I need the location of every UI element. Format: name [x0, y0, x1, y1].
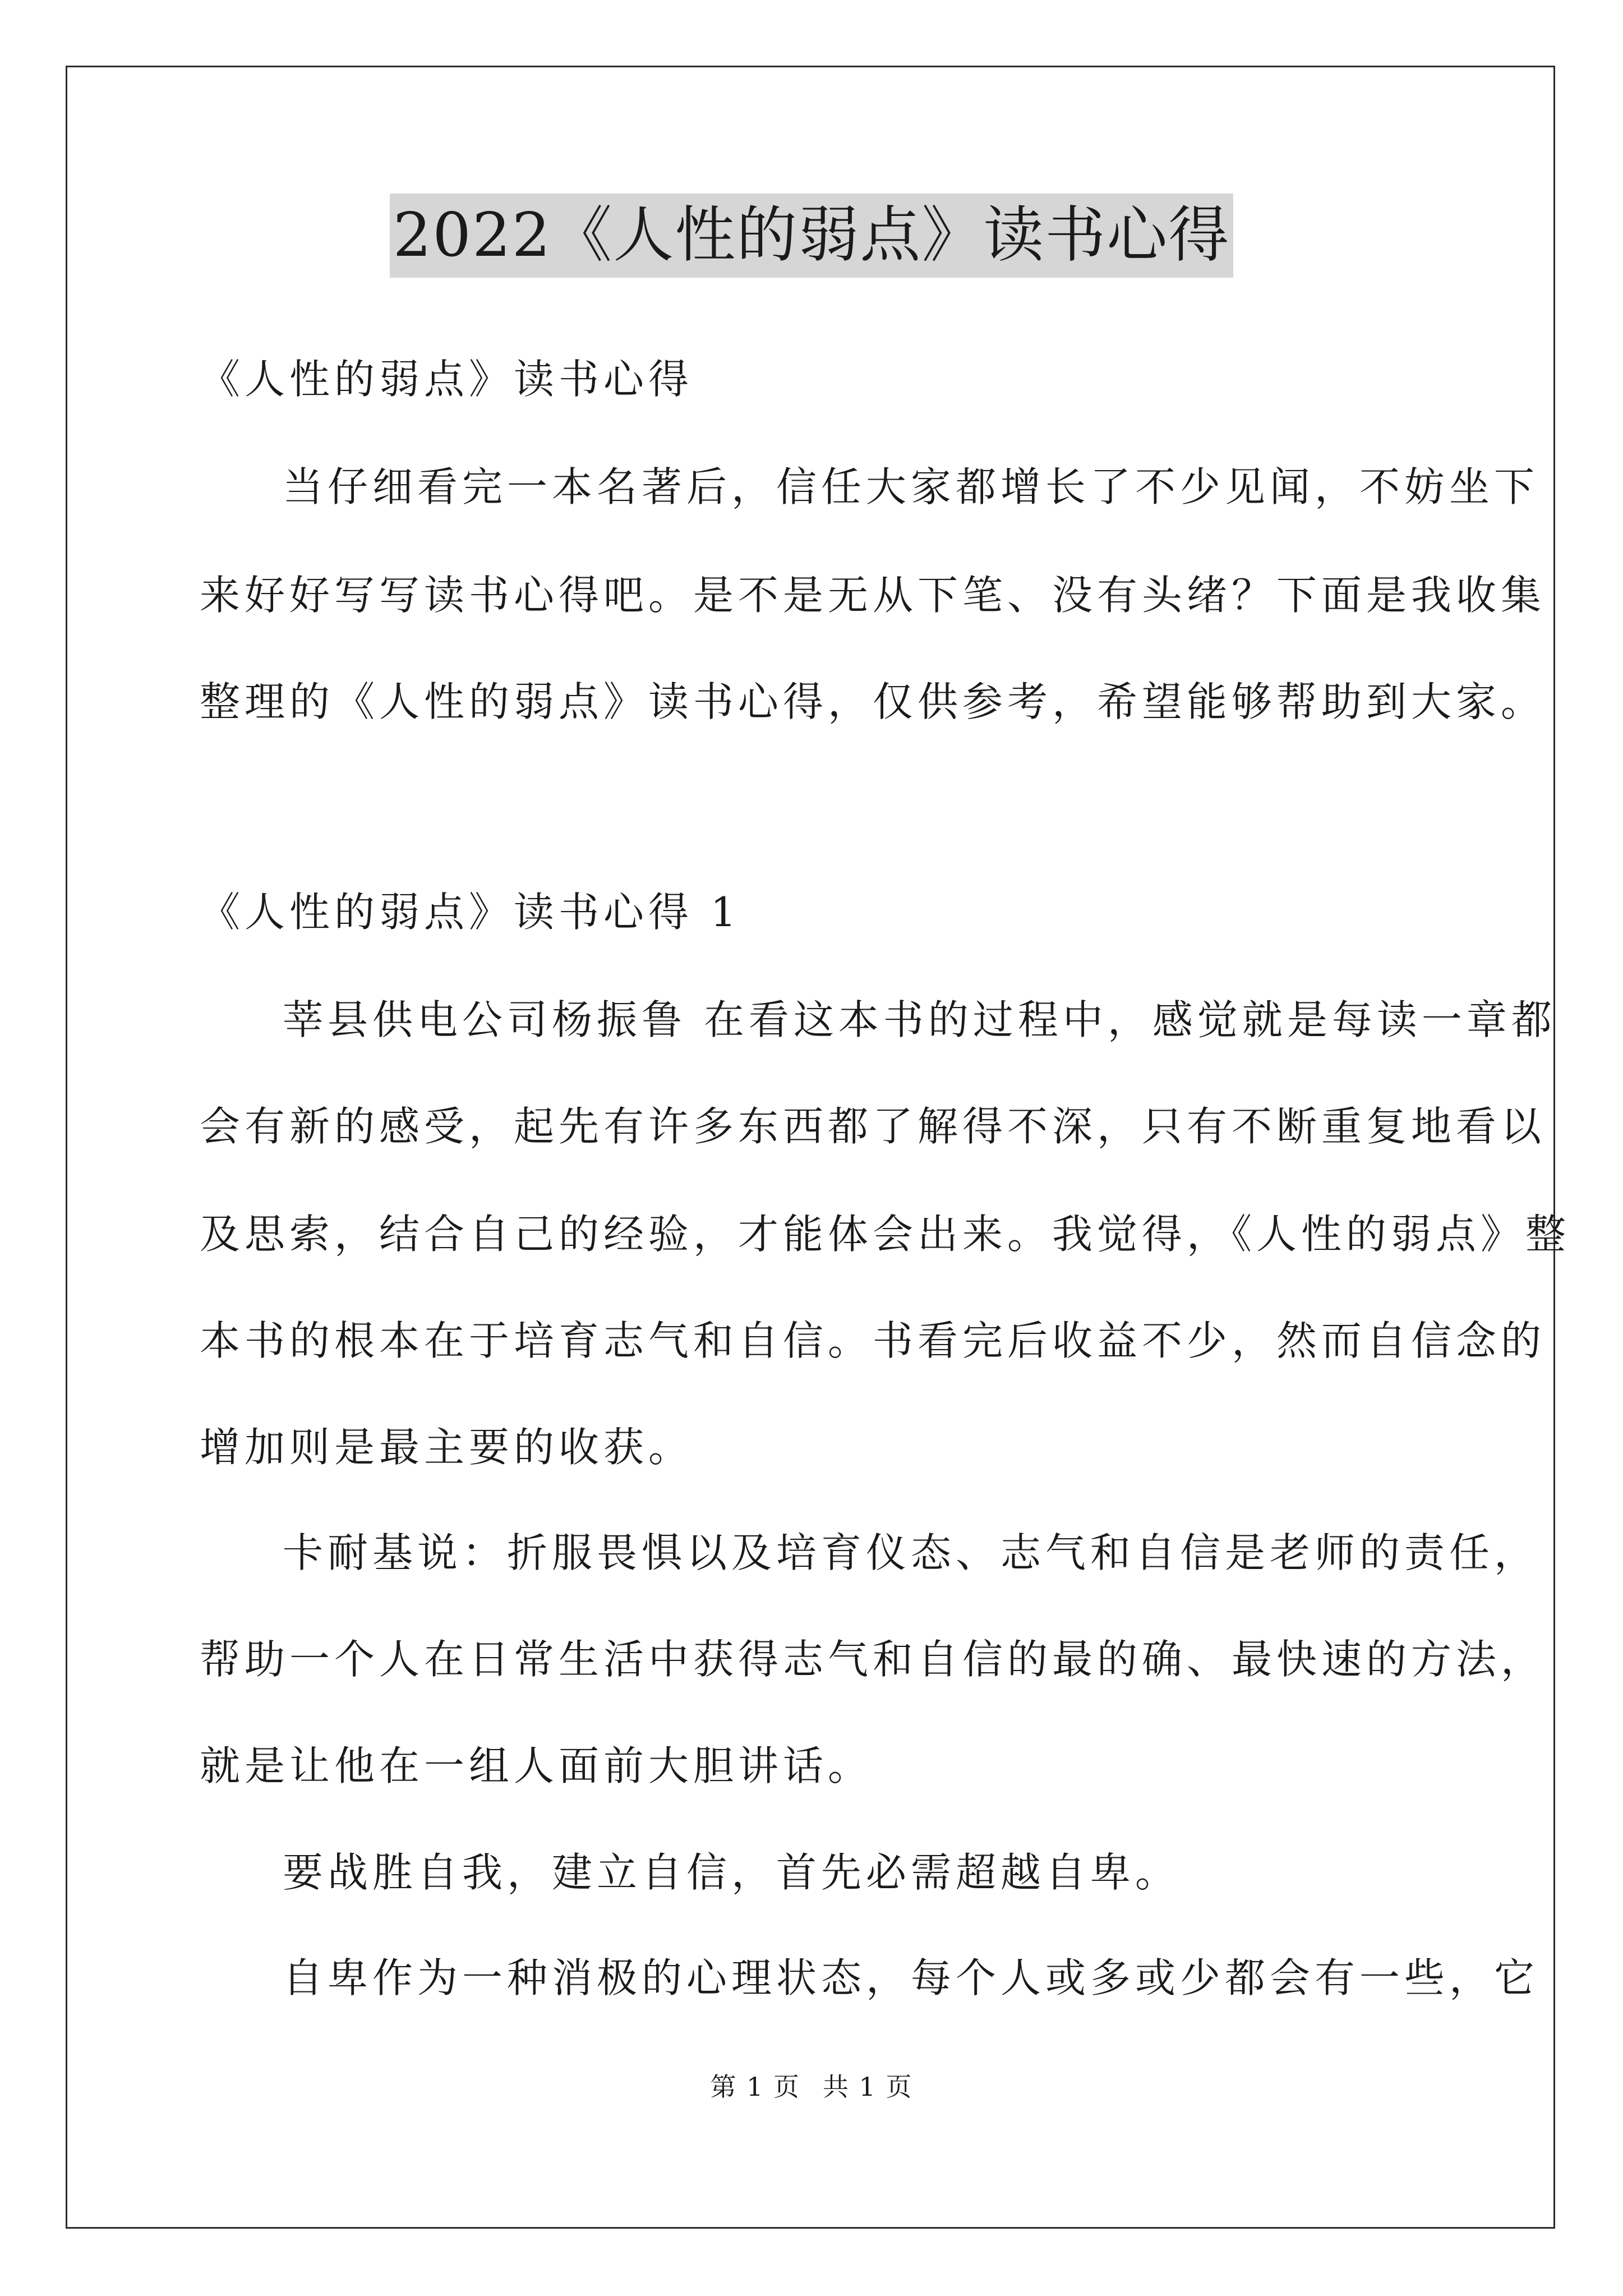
- paragraph-line: 就是让他在一组人面前大胆讲话。: [200, 1742, 873, 1789]
- paragraph-line: 来好好写写读书心得吧。是不是无从下笔、没有头绪？下面是我收集: [200, 572, 1546, 619]
- paragraph-line: 本书的根本在于培育志气和自信。书看完后收益不少，然而自信念的: [200, 1317, 1546, 1364]
- paragraph-line: 当仔细看完一本名著后，信任大家都增长了不少见闻，不妨坐下: [283, 463, 1539, 510]
- section-heading: 《人性的弱点》读书心得 1: [200, 889, 741, 936]
- paragraph-line: 卡耐基说：折服畏惧以及培育仪态、志气和自信是老师的责任，: [283, 1529, 1539, 1576]
- paragraph-line: 整理的《人性的弱点》读书心得，仅供参考，希望能够帮助到大家。: [200, 678, 1546, 725]
- document-title: [0, 194, 1623, 278]
- paragraph-line: 会有新的感受，起先有许多东西都了解得不深，只有不断重复地看以: [200, 1103, 1546, 1150]
- paragraph-line: 及思索，结合自己的经验，才能体会出来。我觉得，《人性的弱点》整: [200, 1211, 1571, 1258]
- section-heading: 《人性的弱点》读书心得: [200, 356, 694, 403]
- document-title-text: 2022《人性的弱点》读书心得: [390, 194, 1234, 278]
- page-footer: [0, 2070, 1623, 2104]
- paragraph-line: 自卑作为一种消极的心理状态，每个人或多或少都会有一些，它: [283, 1954, 1539, 2001]
- page-count: 共 1 页: [823, 2072, 913, 2102]
- paragraph-line: 增加则是最主要的收获。: [200, 1424, 694, 1471]
- page-number: 第 1 页: [710, 2072, 800, 2102]
- paragraph-line: 帮助一个人在日常生活中获得志气和自信的最的确、最快速的方法，: [200, 1636, 1546, 1683]
- paragraph-line: 莘县供电公司杨振鲁 在看这本书的过程中，感觉就是每读一章都: [283, 996, 1556, 1043]
- paragraph-line: 要战胜自我，建立自信，首先必需超越自卑。: [283, 1849, 1181, 1896]
